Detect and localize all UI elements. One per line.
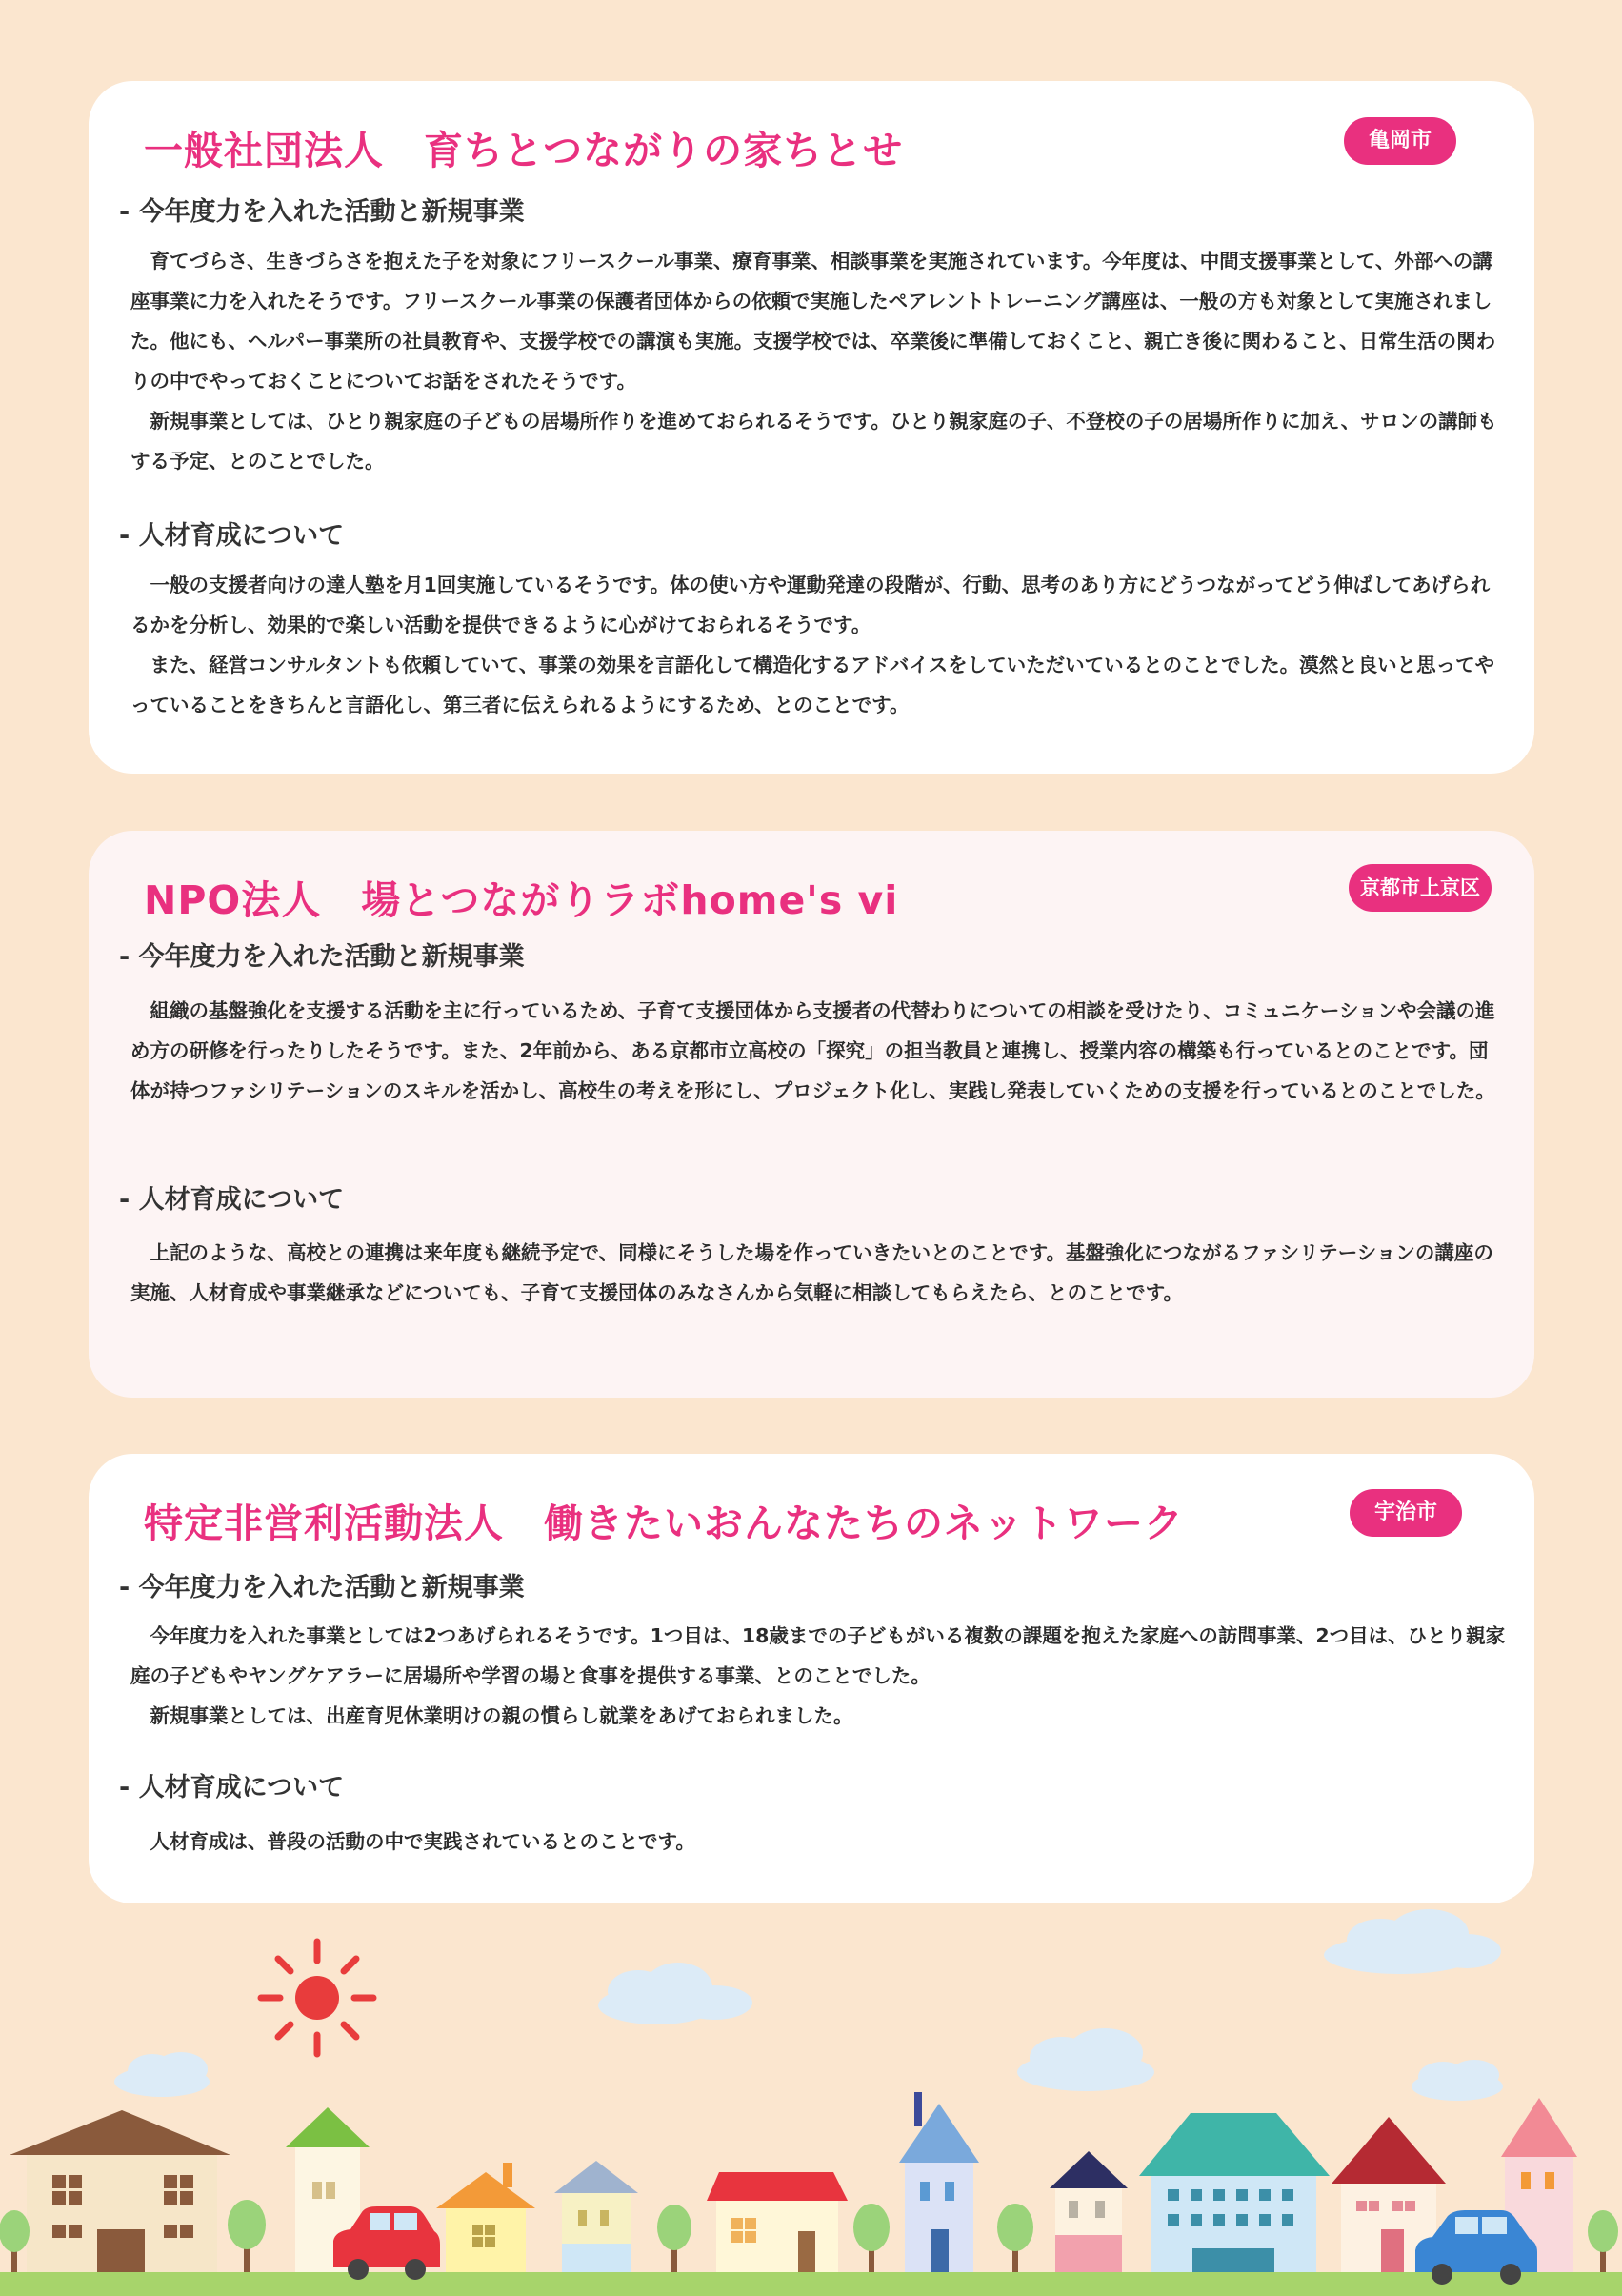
location-badge: 亀岡市 [1344, 117, 1456, 165]
house-icon [1139, 2113, 1330, 2272]
section-body [130, 991, 1507, 1111]
tree-icon [997, 2204, 1033, 2272]
tree-icon [228, 2200, 266, 2272]
section-body [130, 1616, 1507, 1736]
house-icon [554, 2161, 638, 2272]
section-body [130, 1233, 1507, 1313]
org-card-hatarakitai [89, 1454, 1534, 1903]
house-icon [10, 2110, 230, 2272]
org-title: 一般社団法人 育ちとつながりの家ちとせ [144, 128, 904, 173]
tree-icon [1588, 2210, 1618, 2272]
section-body [130, 565, 1507, 725]
house-icon [1050, 2151, 1128, 2272]
paragraph: 人材育成は、普段の活動の中で実践されているとのことです。 [150, 1830, 695, 1853]
cloud-icon [1324, 1909, 1501, 1974]
org-title: 特定非営利活動法人 働きたいおんなたちのネットワーク [144, 1500, 1184, 1546]
location-badge: 京都市上京区 [1349, 864, 1492, 912]
paragraph: また、経営コンサルタントも依頼していて、事業の効果を言語化して構造化するアドバイスをしていただいているとのことでした。漠然と良いと思ってやっていることをきちんと言語化し、第三者に伝えられるようにするため、とのことです。 [130, 654, 1495, 716]
cloud-icon [114, 2052, 210, 2097]
cloud-icon [598, 1963, 752, 2024]
paragraph: 今年度力を入れた事業としては2つあげられるそうです。1つ目は、18歳までの子どもがいる複数の課題を抱えた家庭への訪問事業、2つ目は、ひとり親家庭の子どもやヤングケアラーに居場所や学習の場と食事を提供する事業、とのことでした。 [130, 1624, 1506, 1687]
org-title: NPO法人 場とつながりラボhome's vi [144, 877, 899, 923]
org-card-homes-vi [89, 831, 1534, 1398]
section-heading: - 今年度力を入れた活動と新規事業 [119, 942, 525, 972]
house-icon [707, 2172, 848, 2272]
town-illustration [0, 1896, 1622, 2296]
location-badge: 宇治市 [1350, 1489, 1462, 1537]
paragraph: 新規事業としては、ひとり親家庭の子どもの居場所作りを進めておられるそうです。ひとり親家庭の子、不登校の子の居場所作りに加え、サロンの講師もする予定、とのことでした。 [130, 410, 1497, 473]
paragraph: 一般の支援者向けの達人塾を月1回実施しているそうです。体の使い方や運動発達の段階が、行動、思考のあり方にどうつながってどう伸ばしてあげられるかを分析し、効果的で楽しい活動を提供できるように心がけておられるそうです。 [130, 574, 1491, 636]
section-heading: - 人材育成について [119, 521, 345, 551]
paragraph: 上記のような、高校との連携は来年度も継続予定で、同様にそうした場を作っていきたいとのことです。基盤強化につながるファシリテーションの講座の実施、人材育成や事業継承などについても、子育て支援団体のみなさんから気軽に相談してもらえたら、とのことです。 [130, 1241, 1493, 1304]
paragraph: 組織の基盤強化を支援する活動を主に行っているため、子育て支援団体から支援者の代替わりについての相談を受けたり、コミュニケーションや会議の進め方の研修を行ったりしたそうです。また、2年前から、ある京都市立高校の「探究」の担当教員と連携し、授業内容の構築も行っているとのことです。団体が持つファシリテーションのスキルを活かし、高校生の考えを形にし、プロジェクト化し、実践し発表していくための支援を行っているとのことでした。 [130, 999, 1495, 1102]
org-card-chitose [89, 81, 1534, 774]
section-body [130, 1822, 1507, 1862]
house-icon [899, 2092, 979, 2272]
section-heading: - 今年度力を入れた活動と新規事業 [119, 1573, 525, 1602]
section-heading: - 人材育成について [119, 1773, 345, 1803]
tree-icon [0, 2210, 30, 2272]
paragraph: 育てづらさ、生きづらさを抱えた子を対象にフリースクール事業、療育事業、相談事業を実施されています。今年度は、中間支援事業として、外部への講座事業に力を入れたそうです。フリースクール事業の保護者団体からの依頼で実施したペアレントトレーニング講座は、一般の方も対象として実施されました。他にも、ヘルパー事業所の社員教育や、支援学校での講演も実施。支援学校では、卒業後に準備しておくこと、親亡き後に関わること、日常生活の関わりの中でやっておくことについてお話をされたそうです。 [130, 250, 1496, 393]
section-body [130, 241, 1507, 481]
section-heading: - 今年度力を入れた活動と新規事業 [119, 197, 525, 227]
house-icon [436, 2163, 535, 2272]
ground [0, 2272, 1622, 2296]
cloud-icon [1017, 2028, 1154, 2091]
tree-icon [657, 2205, 691, 2272]
section-heading: - 人材育成について [119, 1185, 345, 1215]
cloud-icon [1412, 2060, 1503, 2101]
sun-icon [261, 1942, 373, 2054]
tree-icon [853, 2204, 890, 2272]
paragraph: 新規事業としては、出産育児休業明けの親の慣らし就業をあげておられました。 [150, 1704, 853, 1727]
